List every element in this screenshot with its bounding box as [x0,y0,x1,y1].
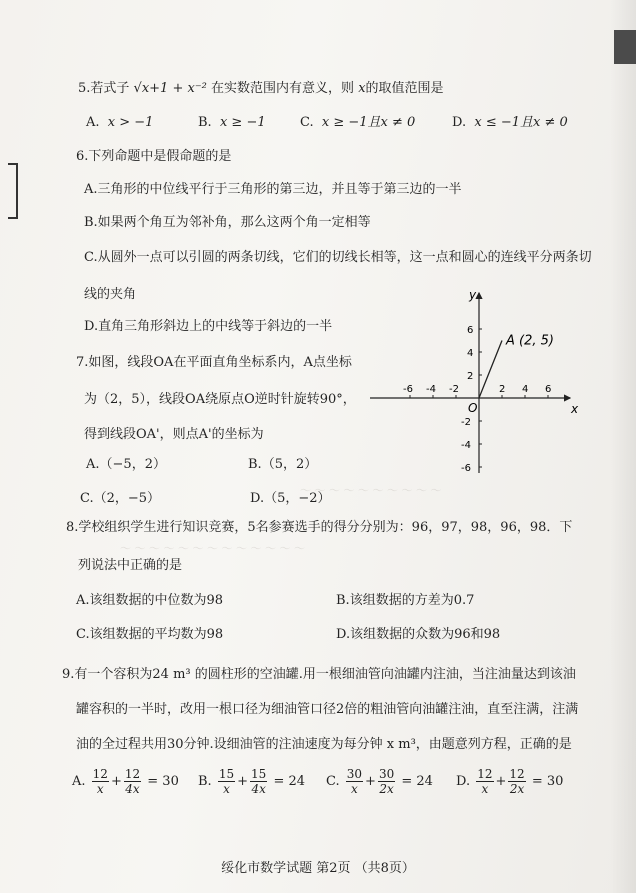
margin-bracket [8,163,18,219]
q8-stem-line1: 8.学校组织学生进行知识竞赛，5名参赛选手的得分分别为：96，97，98，96，98．下 [66,520,573,535]
bleed-through: ～ ～ ～ ～ ～ ～ ～ ～ ～ ～ [300,484,442,497]
q5-option-a[interactable]: A. x > −1 [86,115,154,130]
q8-stem-line2: 列说法中正确的是 [78,558,183,573]
q7-option-c[interactable]: C.（2，−5） [80,491,161,506]
x-tick-label: -2 [449,384,459,395]
q6-option-c[interactable]: C.从圆外一点可以引圆的两条切线，它们的切线长相等，这一点和圆心的连线平分两条切 [84,250,592,265]
page-footer: 绥化市数学试题 第2页 （共8页） [221,861,415,876]
origin-label: O [468,401,478,415]
y-tick-label: 2 [467,371,474,382]
x-tick-label: 2 [499,384,506,395]
q8-option-a[interactable]: A.该组数据的中位数为98 [76,593,224,608]
q5-option-d[interactable]: D. x ≤ −1且x ≠ 0 [452,115,568,130]
q6-stem: 6.下列命题中是假命题的是 [76,149,232,164]
q7-option-b[interactable]: B.（5，2） [248,457,318,472]
q9-option-c[interactable]: C. $\frac{30}{x}$ + $\frac{30}{2x}$ = 24 [326,767,433,796]
x-axis-label: x [571,402,579,416]
q7-stem-line2: 为（2，5），线段OA绕原点O逆时针旋转90°， [84,392,356,407]
q7-option-d[interactable]: D.（5，−2） [250,491,331,506]
y-tick-label: -2 [461,417,471,428]
q9-option-d[interactable]: D. $\frac{12}{x}$ + $\frac{12}{2x}$ = 30 [456,767,564,796]
y-tick-label: 6 [467,325,474,336]
q5-stem: 5.若式子 √x+1 + x⁻² 在实数范围内有意义，则 x的取值范围是 [78,81,444,96]
x-ticks [403,384,551,398]
q6-option-c-cont: 线的夹角 [84,287,137,302]
q5-option-c[interactable]: C. x ≥ −1且x ≠ 0 [300,115,416,130]
x-tick-label: -4 [426,384,436,395]
bleed-through: ～ ～ ～ ～ ～ ～ ～ ～ ～ ～ ～ ～ ～ [120,542,305,555]
point-a-label: A (2, 5) [506,333,554,349]
q6-option-d[interactable]: D.直角三角形斜边上的中线等于斜边的一半 [84,319,333,334]
q6-option-a[interactable]: A.三角形的中位线平行于三角形的第三边，并且等于第三边的一半 [84,182,462,197]
y-tick-label: -6 [461,463,471,474]
q9-option-b[interactable]: B. $\frac{15}{x}$ + $\frac{15}{4x}$ = 24 [198,767,306,796]
q5-option-b[interactable]: B. x ≥ −1 [198,115,266,130]
q7-stem-line1: 7.如图，线段OA在平面直角坐标系内，A点坐标 [76,355,352,370]
q8-option-d[interactable]: D.该组数据的众数为96和98 [336,627,501,642]
q6-option-b[interactable]: B.如果两个角互为邻补角，那么这两个角一定相等 [84,215,371,230]
q7-stem-line3: 得到线段OA'，则点A'的坐标为 [84,427,264,442]
x-tick-label: -6 [403,384,413,395]
page-edge-shadow [610,0,636,893]
q9-option-a[interactable]: A. $\frac{12}{x}$ + $\frac{12}{4x}$ = 30 [72,767,179,796]
y-tick-label: 4 [467,348,474,359]
x-tick-label: 4 [522,384,529,395]
y-tick-label: -4 [461,440,471,451]
y-axis-label: y [469,288,477,302]
q7-coordinate-graph [365,285,590,480]
binding-tab [614,30,636,64]
x-tick-label: 6 [545,384,552,395]
q9-stem-line1: 9.有一个容积为24 m³ 的圆柱形的空油罐.用一根细油管向油罐内注油，当注油量达到该油 [62,667,576,682]
q7-option-a[interactable]: A.（−5，2） [86,457,166,472]
q8-option-c[interactable]: C.该组数据的平均数为98 [76,627,224,642]
q9-stem-line2: 罐容积的一半时，改用一根口径为细油管口径2倍的粗油管向油罐注油，直至注满，注满 [76,702,579,717]
q8-option-b[interactable]: B.该组数据的方差为0.7 [336,593,475,608]
q9-stem-line3: 油的全过程共用30分钟.设细油管的注油速度为每分钟 x m³，由题意列方程，正确的是 [76,737,572,752]
